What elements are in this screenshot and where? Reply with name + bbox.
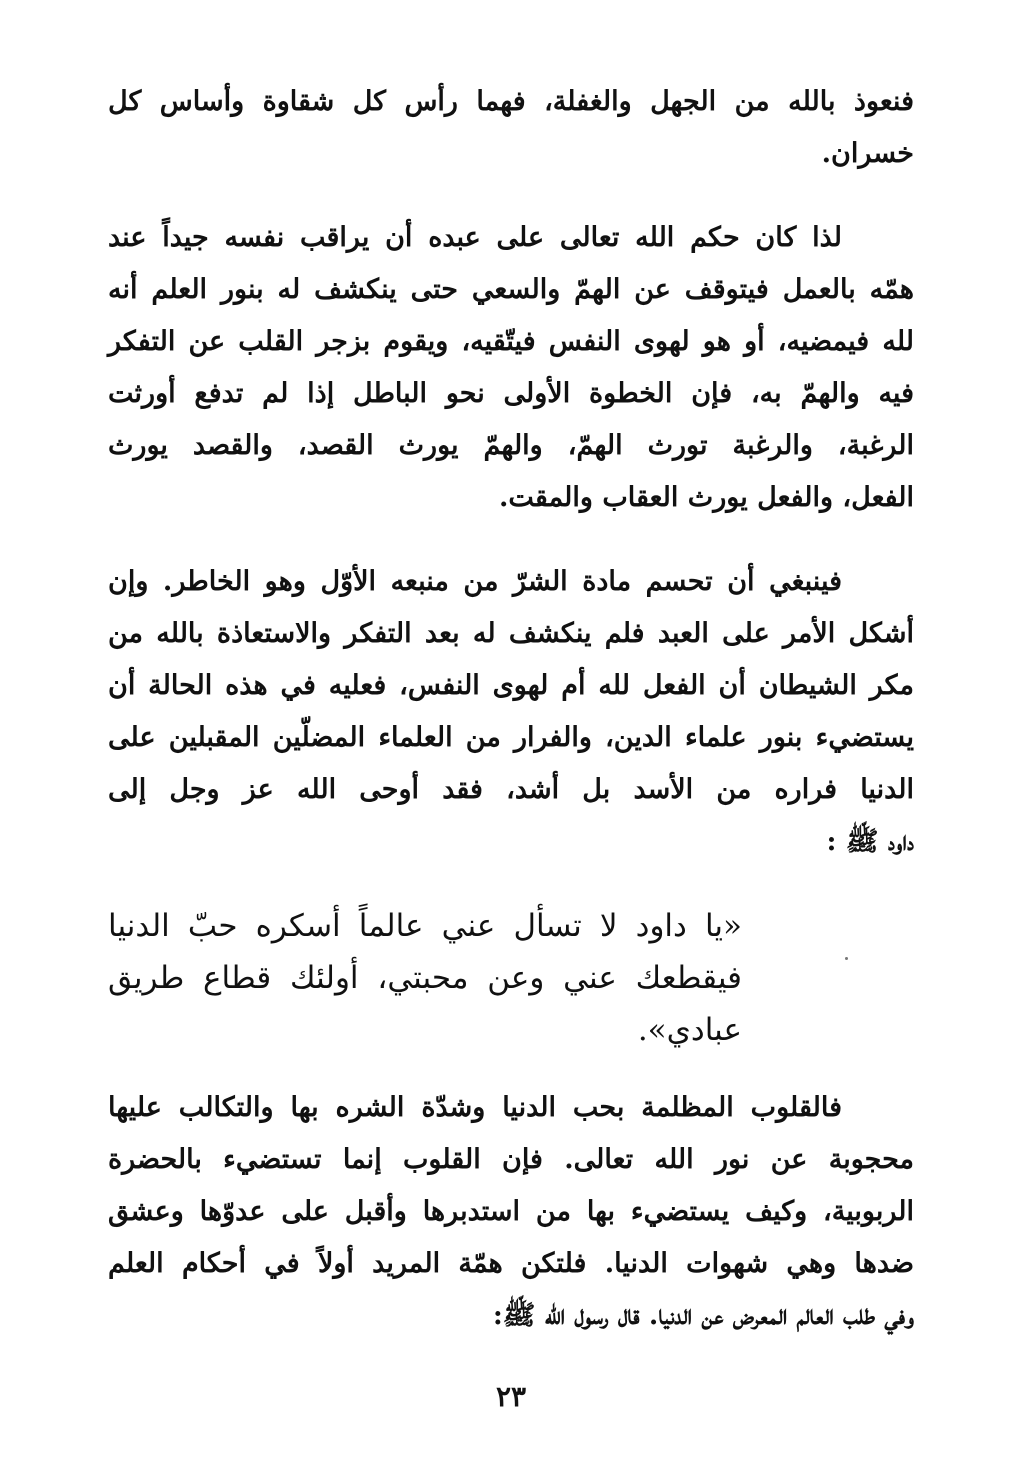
paragraph-line: داود ﷺ : [826,826,914,857]
paragraph-1 [108,76,914,180]
paragraph-line: مكر الشيطان أن الفعل لله أم لهوى النفس، فعليه في هذه الحالة أن [108,670,914,701]
quote-line: «يا داود لا تسأل عني عالماً أسكره حبّ الدنيا [108,908,742,944]
paragraph-3 [108,556,914,868]
paragraph-line: فنعوذ بالله من الجهل والغفلة، فهما رأس كل شقاوة وأساس كل [108,86,914,117]
paragraph-line: همّه بالعمل فيتوقف عن الهمّ والسعي حتى ينكشف له بنور العلم أنه [108,274,914,305]
paragraph-line: فينبغي أن تحسم مادة الشرّ من منبعه الأوّل وهو الخاطر. وإن [108,566,842,597]
paragraph-line: وفي طلب العالم المعرض عن الدنيا. قال رسول الله ﷺ: [492,1300,914,1331]
paragraph-line: الفعل، والفعل يورث العقاب والمقت. [499,482,914,513]
paragraph-line: الربوبية، وكيف يستضيء بها من استدبرها وأقبل على عدوّها وعشق [108,1196,914,1227]
paragraph-line: يستضيء بنور علماء الدين، والفرار من العلماء المضلّين المقبلين على [108,722,914,753]
paragraph-line: محجوبة عن نور الله تعالى. فإن القلوب إنما تستضيء بالحضرة [108,1144,914,1175]
paragraph-line: الرغبة، والرغبة تورث الهمّ، والهمّ يورث القصد، والقصد يورث [108,430,914,461]
stray-mark [845,957,848,960]
paragraph-line: لذا كان حكم الله تعالى على عبده أن يراقب نفسه جيداً عند [108,222,842,253]
paragraph-2 [108,212,914,524]
paragraph-line: ضدها وهي شهوات الدنيا. فلتكن همّة المريد أولاً في أحكام العلم [108,1248,914,1279]
quote-line: فيقطعك عني وعن محبتي، أولئك قطاع طريق [108,960,742,996]
paragraph-line: فيه والهمّ به، فإن الخطوة الأولى نحو الباطل إذا لم تدفع أورثت [108,378,914,409]
paragraph-4 [108,1082,914,1342]
paragraph-line: خسران. [821,138,914,169]
paragraph-line: أشكل الأمر على العبد فلم ينكشف له بعد التفكر والاستعاذة بالله من [108,618,914,649]
paragraph-line: فالقلوب المظلمة بحب الدنيا وشدّة الشره بها والتكالب عليها [108,1092,842,1123]
page-number: ٢٣ [495,1380,527,1413]
paragraph-line: لله فيمضيه، أو هو لهوى النفس فيتّقيه، ويقوم بزجر القلب عن التفكر [108,326,914,357]
paragraph-line: الدنيا فراره من الأسد بل أشد، فقد أوحى الله عز وجل إلى [108,774,914,805]
quote-line: عبادي». [637,1012,742,1048]
quoted-hadith [108,898,742,1054]
